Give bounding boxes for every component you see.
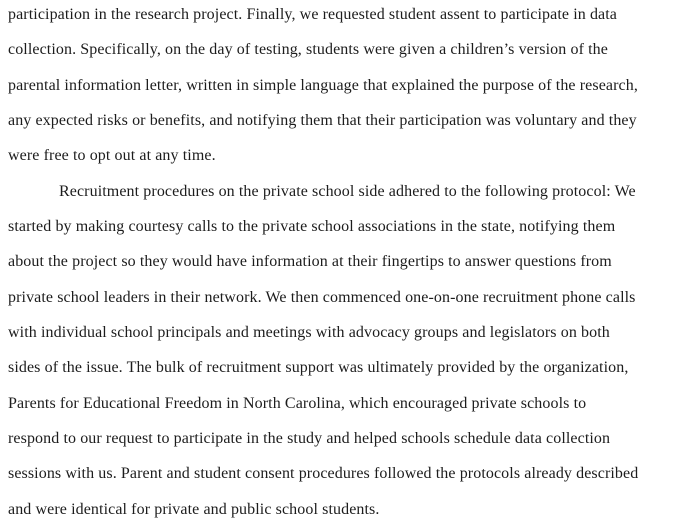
text-line: sides of the issue. The bulk of recruitment support was ultimately provided by the organization, [8,359,629,377]
text-line: with individual school principals and meetings with advocacy groups and legislators on both [8,324,610,342]
text-line: and were identical for private and public school students. [8,500,380,518]
paragraph-2 [8,174,669,527]
text-line: private school leaders in their network. We then commenced one-on-one recruitment phone calls [8,288,636,306]
text-line: started by making courtesy calls to the private school associations in the state, notifying them [8,218,616,236]
text-line: parental information letter, written in simple language that explained the purpose of the research, [8,76,638,94]
text-line: participation in the research project. Finally, we requested student assent to participate in data [8,6,617,23]
paragraph-1 [8,0,669,174]
text-line: Recruitment procedures on the private school side adhered to the following protocol: We [59,182,636,200]
text-line: Parents for Educational Freedom in North Carolina, which encouraged private schools to [8,394,587,412]
document-content [8,0,669,527]
text-line: were free to opt out at any time. [8,147,216,165]
text-line: collection. Specifically, on the day of testing, students were given a children’s version of the [8,41,608,59]
text-line: respond to our request to participate in the study and helped schools schedule data collection [8,430,611,448]
text-line: about the project so they would have information at their fingertips to answer questions from [8,253,612,271]
text-line: any expected risks or benefits, and notifying them that their participation was voluntary and they [8,112,637,130]
text-line: sessions with us. Parent and student consent procedures followed the protocols already described [8,465,639,483]
